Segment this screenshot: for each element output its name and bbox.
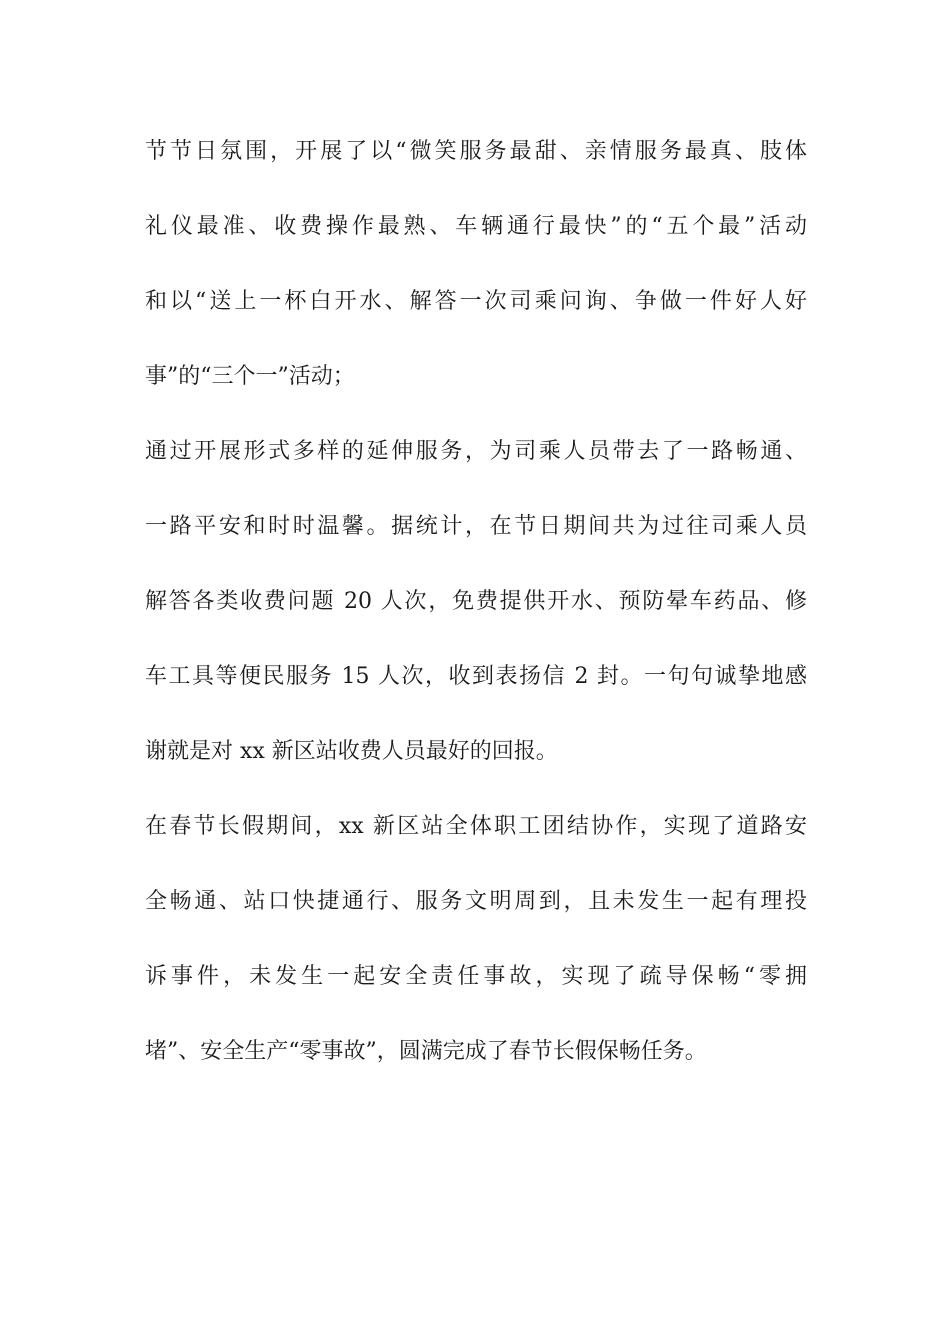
paragraph-1: [145, 126, 807, 426]
document-body: [145, 126, 807, 1101]
text-line: 谢就是对 xx 新区站收费人员最好的回报。: [145, 739, 558, 764]
text-line: 诉事件，未发生一起安全责任事故，实现了疏导保畅“零拥: [145, 964, 807, 989]
paragraph-2: [145, 426, 807, 801]
text-line: 解答各类收费问题 20 人次，免费提供开水、预防晕车药品、修: [145, 589, 807, 614]
text-line: 通过开展形式多样的延伸服务，为司乘人员带去了一路畅通、: [145, 439, 807, 464]
text-line: 车工具等便民服务 15 人次，收到表扬信 2 封。一句句诚挚地感: [145, 664, 807, 689]
text-line: 全畅通、站口快捷通行、服务文明周到，且未发生一起有理投: [145, 889, 807, 914]
text-line: 在春节长假期间，xx 新区站全体职工团结协作，实现了道路安: [145, 814, 807, 839]
text-line: 节节日氛围，开展了以“微笑服务最甜、亲情服务最真、肢体: [145, 139, 807, 164]
text-line: 堵”、安全生产“零事故”，圆满完成了春节长假保畅任务。: [145, 1039, 707, 1064]
text-line: 礼仪最准、收费操作最熟、车辆通行最快”的“五个最”活动: [145, 214, 807, 239]
paragraph-3: [145, 801, 807, 1101]
text-line: 和以“送上一杯白开水、解答一次司乘问询、争做一件好人好: [145, 289, 807, 314]
text-line: 事”的“三个一”活动；: [145, 364, 355, 389]
text-line: 一路平安和时时温馨。据统计，在节日期间共为过往司乘人员: [145, 514, 807, 539]
